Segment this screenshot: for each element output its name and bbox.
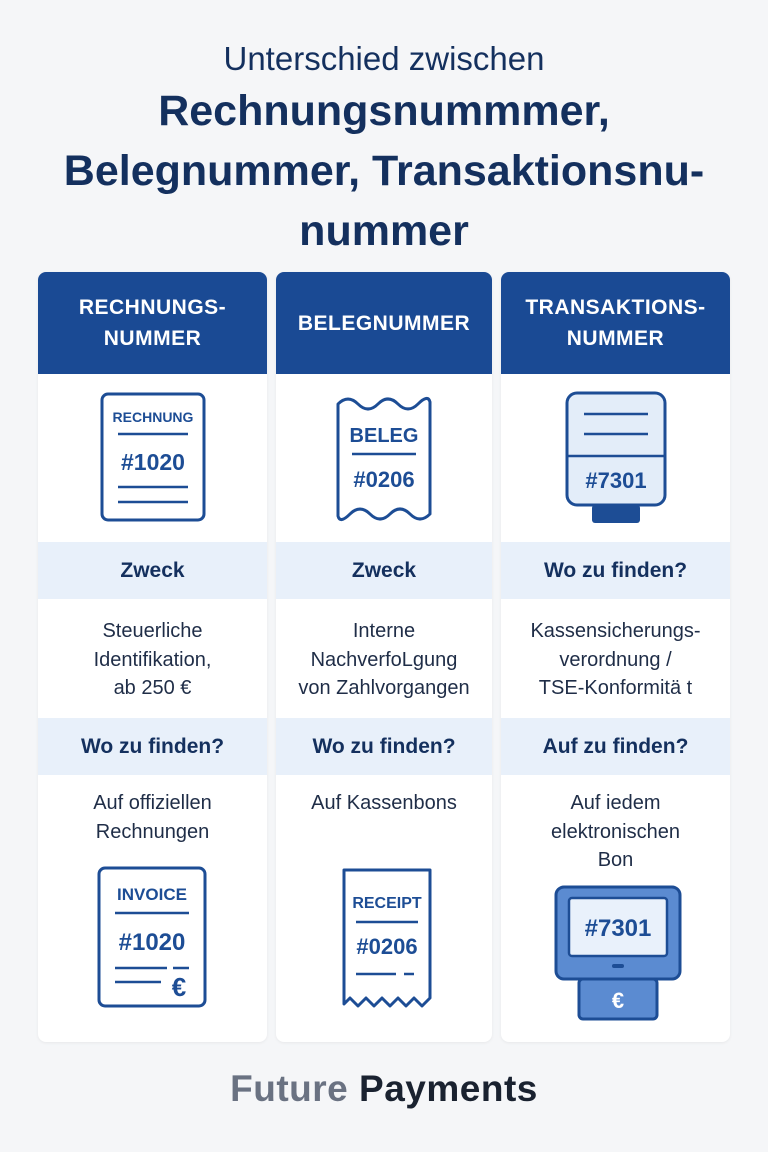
- receipt-slip-number: #0206: [356, 934, 418, 959]
- page-title: [0, 38, 768, 260]
- invoice-bottom-number: #1020: [118, 929, 186, 956]
- column-belegnummer: [276, 272, 492, 1042]
- payment-terminal-icon: [564, 390, 668, 526]
- title-line-1: Unterschied zwischen: [223, 40, 545, 77]
- title-line-4: nummer: [299, 207, 469, 255]
- band-zweck: Zweck: [38, 542, 267, 599]
- terminal-number: #7301: [585, 468, 647, 493]
- band-auf-zu-finden: Auf zu finden?: [501, 718, 730, 775]
- text-location: Auf Kassenbons: [311, 792, 457, 814]
- receipt-number: #0206: [353, 467, 415, 492]
- column-header: TRANSAKTIONS- NUMMER: [501, 272, 730, 374]
- text-purpose: Steuerliche Identifikation, ab 250 €: [93, 620, 212, 699]
- card-terminal-euro: €: [611, 988, 625, 1013]
- card-terminal-number: #7301: [584, 915, 652, 942]
- receipt-slip-label: RECEIPT: [352, 895, 422, 912]
- column-header: BELEGNUMMER: [276, 272, 492, 374]
- invoice-bottom-label: INVOICE: [117, 885, 187, 904]
- text-purpose: Interne NachverfoLgung von Zahlvorgangen: [298, 620, 470, 699]
- column-header: RECHNUNGS- NUMMER: [38, 272, 267, 374]
- card-terminal-icon: [553, 884, 683, 1024]
- invoice-euro-icon: [95, 864, 209, 1010]
- receipt-icon: [332, 392, 436, 526]
- receipt-label: BELEG: [349, 425, 419, 447]
- invoice-label: RECHNUNG: [112, 409, 194, 425]
- invoice-document-icon: [98, 390, 208, 524]
- invoice-number: #1020: [121, 449, 185, 475]
- brand-payments: Payments: [359, 1068, 538, 1109]
- brand-logo: [0, 1068, 768, 1110]
- band-zweck: Zweck: [276, 542, 492, 599]
- column-rechnungsnummer: [38, 272, 267, 1042]
- band-where: Wo zu finden?: [501, 542, 730, 599]
- text-location: Auf offiziellen Rechnungen: [93, 792, 212, 843]
- text-purpose: Kassensicherungs- verordnung / TSE-Konformitä t: [530, 620, 701, 699]
- brand-future: Future: [230, 1068, 349, 1109]
- band-where: Wo zu finden?: [276, 718, 492, 775]
- title-line-2: Rechnungsnummmer,: [158, 87, 610, 135]
- column-transaktionsnummer: [501, 272, 730, 1042]
- band-where: Wo zu finden?: [38, 718, 267, 775]
- title-line-3: Belegnummer, Transaktionsnu-: [63, 147, 705, 195]
- euro-symbol: €: [171, 972, 187, 1002]
- receipt-slip-icon: [338, 864, 436, 1010]
- text-location: Auf iedem elektronischen Bon: [551, 792, 680, 871]
